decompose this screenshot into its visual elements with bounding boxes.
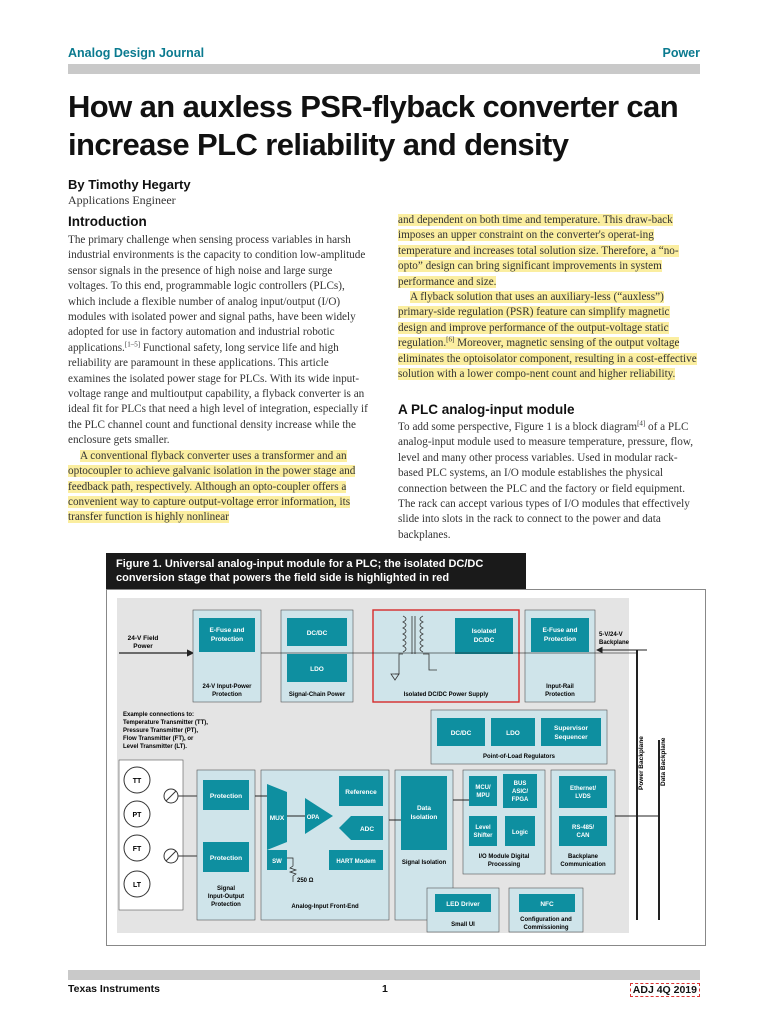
svg-text:Level Transmitter (LT).: Level Transmitter (LT).: [123, 744, 187, 750]
svg-text:Pressure Transmitter (PT),: Pressure Transmitter (PT),: [123, 728, 199, 734]
svg-text:NFC: NFC: [540, 901, 554, 908]
mcu-block: [469, 776, 497, 806]
svg-text:BUS: BUS: [513, 781, 527, 787]
svg-text:Configuration and: Configuration and: [520, 917, 572, 923]
svg-text:SW: SW: [272, 859, 282, 865]
svg-text:TT: TT: [132, 778, 142, 785]
footer-page-number: 1: [382, 983, 388, 995]
journal-name: Analog Design Journal: [68, 46, 205, 60]
efuse-block-1: [199, 618, 255, 652]
svg-text:Temperature Transmitter (TT),: Temperature Transmitter (TT),: [123, 720, 208, 726]
svg-text:Protection: Protection: [543, 636, 577, 643]
example-connections: Example connections to:: [123, 712, 195, 718]
svg-text:E-Fuse and: E-Fuse and: [209, 627, 245, 634]
module-heading: A PLC analog-input module: [398, 402, 575, 417]
svg-text:Protection: Protection: [209, 793, 243, 800]
svg-text:Input-Output: Input-Output: [207, 894, 245, 900]
svg-text:Reference: Reference: [345, 789, 377, 796]
svg-text:Signal Isolation: Signal Isolation: [401, 860, 447, 866]
efuse-block-2: [531, 618, 589, 652]
data-isolation-block: [401, 776, 447, 850]
intro-heading: Introduction: [68, 214, 147, 229]
svg-text:Analog-Input Front-End: Analog-Input Front-End: [291, 904, 359, 910]
svg-text:MPU: MPU: [476, 793, 490, 799]
svg-text:HART Modem: HART Modem: [336, 859, 376, 865]
footer-rule: [68, 970, 700, 980]
svg-text:DC/DC: DC/DC: [473, 637, 495, 644]
svg-text:I/O Module Digital: I/O Module Digital: [478, 854, 530, 860]
svg-text:Small UI: Small UI: [451, 922, 475, 928]
ethernet-block: [559, 776, 607, 808]
footer-issue: ADJ 4Q 2019: [630, 983, 700, 997]
header-rule: [68, 64, 700, 74]
author-role: Applications Engineer: [68, 193, 176, 207]
svg-text:ADC: ADC: [359, 826, 375, 833]
svg-text:Protection: Protection: [212, 692, 242, 698]
svg-text:Commissioning: Commissioning: [523, 925, 569, 931]
svg-text:RS-485/: RS-485/: [571, 825, 595, 831]
svg-text:OPA: OPA: [306, 815, 320, 821]
block-diagram: [107, 590, 705, 945]
footer-company: Texas Instruments: [68, 983, 161, 995]
backplane-voltage-label: 5-V/24-V: [599, 632, 623, 638]
section-name: Power: [662, 46, 700, 60]
svg-text:Power: Power: [133, 643, 153, 650]
field-power-label: 24-V Field: [127, 635, 159, 642]
figure-frame: [106, 589, 706, 946]
svg-text:Isolated: Isolated: [471, 628, 497, 635]
svg-text:Protection: Protection: [211, 902, 241, 908]
svg-text:Backplane: Backplane: [567, 854, 599, 860]
svg-text:Isolated DC/DC Power Supply: Isolated DC/DC Power Supply: [403, 692, 489, 698]
article-title: How an auxless PSR-flyback converter can increase PLC reliability and density: [68, 89, 679, 162]
module-paragraph: To add some perspective, Figure 1 is a block diagram[4] of a PLC analog-input module used to measure temperature, pressure, flow, level and many other process variables. Used in modular rack-based PLC systems, an I/O module establishes the physical connection between the PLC and the factory or field equipment. The rack can accept various types of I/O modules that effectively slide into slots in the rack to connect to the power and data backplanes.: [398, 419, 694, 541]
svg-text:Protection: Protection: [545, 692, 575, 698]
svg-text:ASIC/: ASIC/: [511, 789, 529, 795]
svg-text:MCU/: MCU/: [475, 785, 491, 791]
svg-text:Protection: Protection: [210, 636, 244, 643]
svg-text:MUX: MUX: [269, 815, 285, 822]
left-column: The primary challenge when sensing process variables in harsh industrial environments is the capacity to condition low-amplitude sensor signals in the presence of high noise and large surge voltages. To this end, programmable logic controllers (PLCs), which include a flexible number of analog input/output (I/O) modules with isolated power and signal paths, have been widely adopted for use in factory automation and industrial robotic applications.[1–5] Functional safety, long service life and high reliability are paramount in these applications. This article examines the isolated power stage for PLCs. With its wide input-voltage range and multioutput capability, a flyback converter is an ideal fit for PLCs that need a high level of integration, especially if the PLC channel count and functional density increase while the enclosure gets smaller. A conventional flyback converter uses a transformer and an optocoupler to achieve galvanic isolation in the power stage and feedback path, respectively. Although an opto-coupler offers a convenient way to capture output-voltage error information, its transfer function is highly nonlinear: [68, 234, 368, 524]
svg-text:Point-of-Load Regulators: Point-of-Load Regulators: [483, 754, 555, 760]
figure-caption: Figure 1. Universal analog-input module for a PLC; the isolated DC/DC conversion stage that powers the field side is highlighted in red: [106, 553, 526, 589]
svg-text:LVDS: LVDS: [575, 794, 591, 800]
svg-text:Shifter: Shifter: [473, 833, 493, 839]
svg-text:Data: Data: [416, 805, 432, 812]
supervisor-block: [541, 718, 601, 746]
svg-text:LED Driver: LED Driver: [446, 901, 480, 908]
author: By Timothy Hegarty: [68, 177, 191, 192]
svg-text:CAN: CAN: [576, 833, 590, 839]
svg-text:LT: LT: [132, 882, 142, 889]
svg-text:E-Fuse and: E-Fuse and: [542, 627, 578, 634]
data-backplane-label: Data Backplane: [660, 737, 667, 786]
svg-text:Input-Rail: Input-Rail: [546, 684, 574, 690]
power-backplane-label: Power Backplane: [638, 736, 645, 790]
svg-text:Signal-Chain Power: Signal-Chain Power: [288, 692, 346, 698]
svg-text:24-V Input-Power: 24-V Input-Power: [202, 684, 252, 690]
svg-text:DC/DC: DC/DC: [450, 730, 472, 737]
rs485-block: [559, 816, 607, 846]
svg-text:Level: Level: [475, 825, 491, 831]
svg-text:LDO: LDO: [506, 730, 520, 737]
svg-text:Supervisor: Supervisor: [554, 725, 588, 732]
right-column: and dependent on both time and temperature. This draw-back imposes an upper constraint on the converter's operat-ing temperature and increases total solution size. Therefore, a “no-opto” design can bring significant improvements in system performance and size. A flyback solution that uses an auxiliary-less (“auxless”) primary-side regulation (PSR) feature can simplify magnetic design and improve performance of the output-voltage static regulation.[6] Moreover, magnetic sensing of the output voltage eliminates the optoisolator component, resulting in a cost-effective solution with a lower compo-nent count and higher reliability.: [398, 214, 697, 381]
svg-text:Sequencer: Sequencer: [554, 734, 588, 741]
svg-text:250 Ω: 250 Ω: [297, 878, 314, 884]
svg-text:Communication: Communication: [560, 862, 606, 868]
isolated-dcdc-block: [455, 618, 513, 654]
svg-text:Flow Transmitter (FT), or: Flow Transmitter (FT), or: [123, 736, 194, 742]
svg-text:FPGA: FPGA: [511, 797, 529, 803]
svg-text:PT: PT: [132, 812, 142, 819]
svg-text:Processing: Processing: [487, 862, 521, 868]
svg-text:Ethernet/: Ethernet/: [569, 786, 597, 792]
svg-text:DC/DC: DC/DC: [306, 630, 328, 637]
svg-text:FT: FT: [132, 846, 142, 853]
level-shifter-block: [469, 816, 497, 846]
svg-text:Protection: Protection: [209, 855, 243, 862]
svg-text:Signal: Signal: [216, 886, 236, 892]
svg-text:LDO: LDO: [310, 666, 324, 673]
svg-text:Logic: Logic: [512, 830, 528, 836]
svg-text:Backplane: Backplane: [599, 640, 630, 646]
svg-text:Isolation: Isolation: [410, 814, 438, 821]
